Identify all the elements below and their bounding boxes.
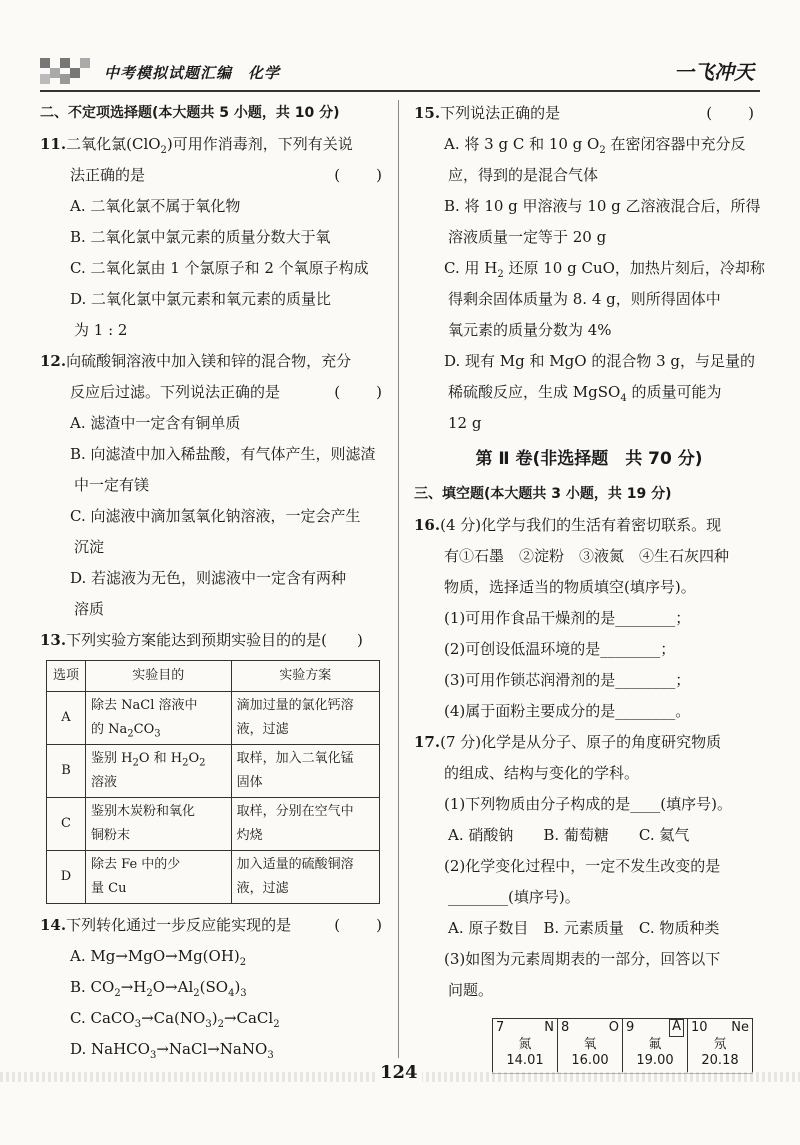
option-c[interactable]	[414, 253, 764, 284]
element-symbol: O	[608, 1020, 619, 1035]
question-number: 16.	[414, 516, 441, 534]
atomic-mass: 16.00	[571, 1053, 609, 1068]
plan-cell	[231, 692, 379, 745]
subscript: 4	[228, 988, 235, 999]
goal-cell	[86, 798, 232, 851]
question-text: 下列转化通过一步反应能实现的是	[66, 916, 292, 934]
option-cell: B	[47, 745, 86, 798]
section-3-title: 三、填空题(本大题共 3 小题，共 19 分)	[414, 486, 672, 502]
option-text: 稀硫酸反应，生成 MgSO	[448, 383, 621, 401]
element-name: 氟	[648, 1037, 662, 1052]
option-d[interactable]: D. 若滤液为无色，则滤液中一定含有两种	[70, 569, 347, 587]
cell-text: 鉴别 H	[91, 751, 133, 766]
option-a-cont: 应，得到的是混合气体	[448, 166, 599, 184]
question-text: 向硫酸铜溶液中加入镁和锌的混合物，充分	[66, 352, 352, 370]
table-row[interactable]	[47, 851, 380, 904]
question-number: 17.	[414, 733, 441, 751]
element-symbol-boxed[interactable]: A	[669, 1019, 684, 1037]
option-d[interactable]: D. 二氧化氯中氯元素和氧元素的质量比	[70, 290, 332, 308]
cell-text: 灼烧	[236, 828, 263, 843]
option-text: →NaCl→NaNO	[156, 1040, 268, 1058]
option-text: 还原 10 g CuO，加热片刻后，冷却称	[503, 259, 765, 277]
subscript: 3	[240, 988, 247, 999]
option-text: )	[234, 978, 241, 996]
subscript: 4	[620, 393, 627, 404]
answer-parentheses[interactable]: ( )	[334, 916, 384, 934]
element-name: 氧	[583, 1037, 597, 1052]
question-text: 二氧化氯(ClO	[66, 135, 161, 153]
cell-text: 固体	[236, 775, 263, 790]
answer-parentheses[interactable]: ( )	[334, 383, 384, 401]
cell-text: 除去 Fe 中的少	[91, 857, 181, 872]
question-text: 法正确的是	[70, 166, 146, 184]
atomic-mass: 20.18	[701, 1053, 739, 1068]
option-b-cont: 中一定有镁	[74, 476, 150, 494]
option-d[interactable]: D. 现有 Mg 和 MgO 的混合物 3 g，与足量的	[444, 352, 756, 370]
goal-cell	[86, 692, 232, 745]
left-column	[40, 98, 392, 1065]
table-header: 实验目的	[86, 661, 232, 692]
table-row[interactable]	[47, 745, 380, 798]
subscript: 2	[497, 269, 504, 280]
subscript: 3	[154, 728, 161, 740]
cell-text: CO	[133, 722, 155, 737]
question-15	[414, 98, 764, 439]
option-a[interactable]: A. 二氧化氯不属于氧化物	[70, 197, 241, 215]
option-c[interactable]	[40, 1003, 392, 1034]
question-number: 11.	[40, 135, 67, 153]
sub-question-1[interactable]: (1)下列物质由分子构成的是____(填序号)。	[444, 795, 732, 813]
question-11	[40, 129, 392, 346]
question-12	[40, 346, 392, 625]
option-c-cont: 得剩余固体质量为 8. 4 g，则所得固体中	[448, 290, 721, 308]
option-d-cont: 12 g	[448, 414, 482, 432]
cell-text: 铜粉末	[91, 828, 131, 843]
option-text: A. Mg→MgO→Mg(OH)	[70, 947, 240, 965]
cell-text: 取样，分别在空气中	[236, 804, 354, 819]
sub-question-3: (3)如图为元素周期表的一部分，回答以下	[444, 950, 721, 968]
cell-text: O 和 H	[138, 751, 183, 766]
atomic-mass: 19.00	[636, 1053, 674, 1068]
plan-cell	[231, 798, 379, 851]
subscript: 2	[599, 145, 606, 156]
option-text: →Ca(NO	[141, 1009, 206, 1027]
option-text: →CaCl	[223, 1009, 274, 1027]
question-number: 13.	[40, 631, 67, 649]
question-text: 反应后过滤。下列说法正确的是	[70, 383, 281, 401]
sub-question-2-blank[interactable]: ________(填序号)。	[448, 888, 580, 906]
sub-question-2-options[interactable]: A. 原子数目 B. 元素质量 C. 物质种类	[448, 919, 720, 937]
subscript: 2	[199, 757, 206, 769]
subscript: 2	[160, 145, 167, 156]
option-text: D. NaHCO	[70, 1040, 150, 1058]
subscript: 3	[267, 1050, 274, 1061]
option-a[interactable]: A. 滤渣中一定含有铜单质	[70, 414, 241, 432]
answer-parentheses[interactable]: ( )	[706, 104, 756, 122]
experiment-table	[46, 660, 380, 904]
subscript: 2	[273, 1019, 280, 1030]
option-d-cont: 溶质	[74, 600, 105, 618]
option-a[interactable]	[40, 941, 392, 972]
subscript: 3	[205, 1019, 212, 1030]
subscript: 2	[182, 757, 189, 769]
part-2-title: 第 Ⅱ 卷(非选择题 共 70 分)	[475, 449, 703, 469]
blank-1[interactable]: (1)可用作食品干燥剂的是________；	[444, 609, 691, 627]
sub-question-2: (2)化学变化过程中，一定不发生改变的是	[444, 857, 721, 875]
plan-cell	[231, 745, 379, 798]
subscript: 2	[127, 728, 134, 740]
cell-text: 滴加过量的氯化钙溶	[236, 698, 354, 713]
option-cell: C	[47, 798, 86, 851]
header-logo	[40, 58, 92, 84]
question-16	[414, 510, 764, 727]
option-cell: A	[47, 692, 86, 745]
page-footer	[0, 1060, 800, 1090]
subscript: 2	[193, 988, 200, 999]
cell-text: 的 Na	[91, 722, 128, 737]
page-header	[40, 52, 760, 92]
plan-cell	[231, 851, 379, 904]
option-b[interactable]	[40, 972, 392, 1003]
table-header: 实验方案	[231, 661, 379, 692]
option-b[interactable]: B. 二氧化氯中氯元素的质量分数大于氧	[70, 228, 331, 246]
option-text: C. 用 H	[444, 259, 498, 277]
option-a[interactable]	[414, 129, 764, 160]
option-b[interactable]: B. 向滤渣中加入稀盐酸，有气体产生，则滤渣	[70, 445, 376, 463]
atomic-mass: 14.01	[506, 1053, 544, 1068]
question-number: 12.	[40, 352, 67, 370]
cell-text: 液，过滤	[236, 881, 289, 896]
option-text: 的质量可能为	[626, 383, 722, 401]
section-2-title: 二、不定项选择题(本大题共 5 小题，共 10 分)	[40, 105, 340, 121]
question-13	[40, 625, 392, 904]
question-text: (7 分)化学是从分子、原子的角度研究物质	[440, 733, 722, 751]
question-text: )可用作消毒剂，下列有关说	[166, 135, 353, 153]
cell-text: 鉴别木炭粉和氧化	[91, 804, 196, 819]
option-c-cont: 氧元素的质量分数为 4%	[448, 321, 612, 339]
option-d-cont	[414, 377, 764, 408]
header-brand: 一飞冲天	[674, 60, 754, 84]
element-name: 氮	[518, 1037, 532, 1052]
answer-parentheses[interactable]: ( )	[334, 166, 384, 184]
atomic-number: 9	[626, 1020, 635, 1035]
subscript: 2	[146, 988, 153, 999]
question-text: 下列实验方案能达到预期实验目的的是( )	[66, 631, 363, 649]
cell-text: O	[188, 751, 200, 766]
cell-text: 除去 NaCl 溶液中	[91, 698, 198, 713]
element-symbol: N	[544, 1020, 554, 1035]
header-rule	[40, 90, 760, 92]
blank-2[interactable]: (2)可创设低温环境的是________；	[444, 640, 676, 658]
subscript: 3	[134, 1019, 142, 1030]
option-text: →H	[120, 978, 147, 996]
question-number: 14.	[40, 916, 67, 934]
goal-cell	[86, 851, 232, 904]
option-text: 在密闭容器中充分反	[605, 135, 746, 153]
cell-text: 溶液	[91, 775, 118, 790]
option-cell: D	[47, 851, 86, 904]
cell-text: 量 Cu	[91, 881, 127, 896]
question-14	[40, 910, 392, 1065]
cell-text: 取样，加入二氧化锰	[236, 751, 354, 766]
option-b-cont: 溶液质量一定等于 20 g	[448, 228, 607, 246]
cell-text: 加入适量的硫酸铜溶	[236, 857, 354, 872]
subscript: 2	[217, 1019, 224, 1030]
atomic-number: 8	[561, 1020, 570, 1035]
subscript: 2	[239, 957, 247, 968]
option-c[interactable]: C. 向滤液中滴加氢氧化钠溶液，一定会产生	[70, 507, 361, 525]
option-text: (SO	[199, 978, 229, 996]
question-text: 的组成、结构与变化的学科。	[444, 764, 640, 782]
sub-question-3-cont: 问题。	[448, 981, 494, 999]
question-text: 有①石墨 ②淀粉 ③液氮 ④生石灰四种	[444, 547, 730, 565]
atomic-number: 10	[691, 1020, 708, 1035]
question-number: 15.	[414, 104, 441, 122]
question-text: 下列说法正确的是	[440, 104, 561, 122]
option-text: )	[211, 1009, 218, 1027]
option-c[interactable]: C. 二氧化氯由 1 个氯原子和 2 个氧原子构成	[70, 259, 369, 277]
blank-4[interactable]: (4)属于面粉主要成分的是________。	[444, 702, 691, 720]
sub-question-1-options[interactable]: A. 硝酸钠 B. 葡萄糖 C. 氦气	[448, 826, 690, 844]
option-text: O→Al	[152, 978, 194, 996]
option-text: B. CO	[70, 978, 115, 996]
subscript: 2	[114, 988, 121, 999]
table-header: 选项	[47, 661, 86, 692]
column-divider	[398, 100, 399, 1058]
option-c-cont: 沉淀	[74, 538, 105, 556]
question-text: (4 分)化学与我们的生活有着密切联系。现	[440, 516, 722, 534]
table-row[interactable]	[47, 798, 380, 851]
question-text: 物质，选择适当的物质填空(填序号)。	[444, 578, 696, 596]
question-17	[414, 727, 764, 1074]
atomic-number: 7	[496, 1020, 505, 1035]
option-b[interactable]: B. 将 10 g 甲溶液与 10 g 乙溶液混合后，所得	[444, 197, 761, 215]
option-d-cont: 为 1 : 2	[74, 321, 128, 339]
blank-3[interactable]: (3)可用作锁芯润滑剂的是________；	[444, 671, 691, 689]
table-row[interactable]	[47, 692, 380, 745]
header-title: 中考模拟试题汇编 化学	[104, 64, 281, 82]
element-name: 氖	[713, 1037, 727, 1052]
option-text: C. CaCO	[70, 1009, 135, 1027]
subscript: 3	[149, 1050, 157, 1061]
cell-text: 液，过滤	[236, 722, 289, 737]
goal-cell	[86, 745, 232, 798]
subscript: 2	[132, 757, 139, 769]
page-number: 124	[376, 1062, 422, 1083]
right-column	[414, 98, 764, 1074]
option-text: A. 将 3 g C 和 10 g O	[444, 135, 600, 153]
element-symbol: Ne	[731, 1020, 749, 1035]
